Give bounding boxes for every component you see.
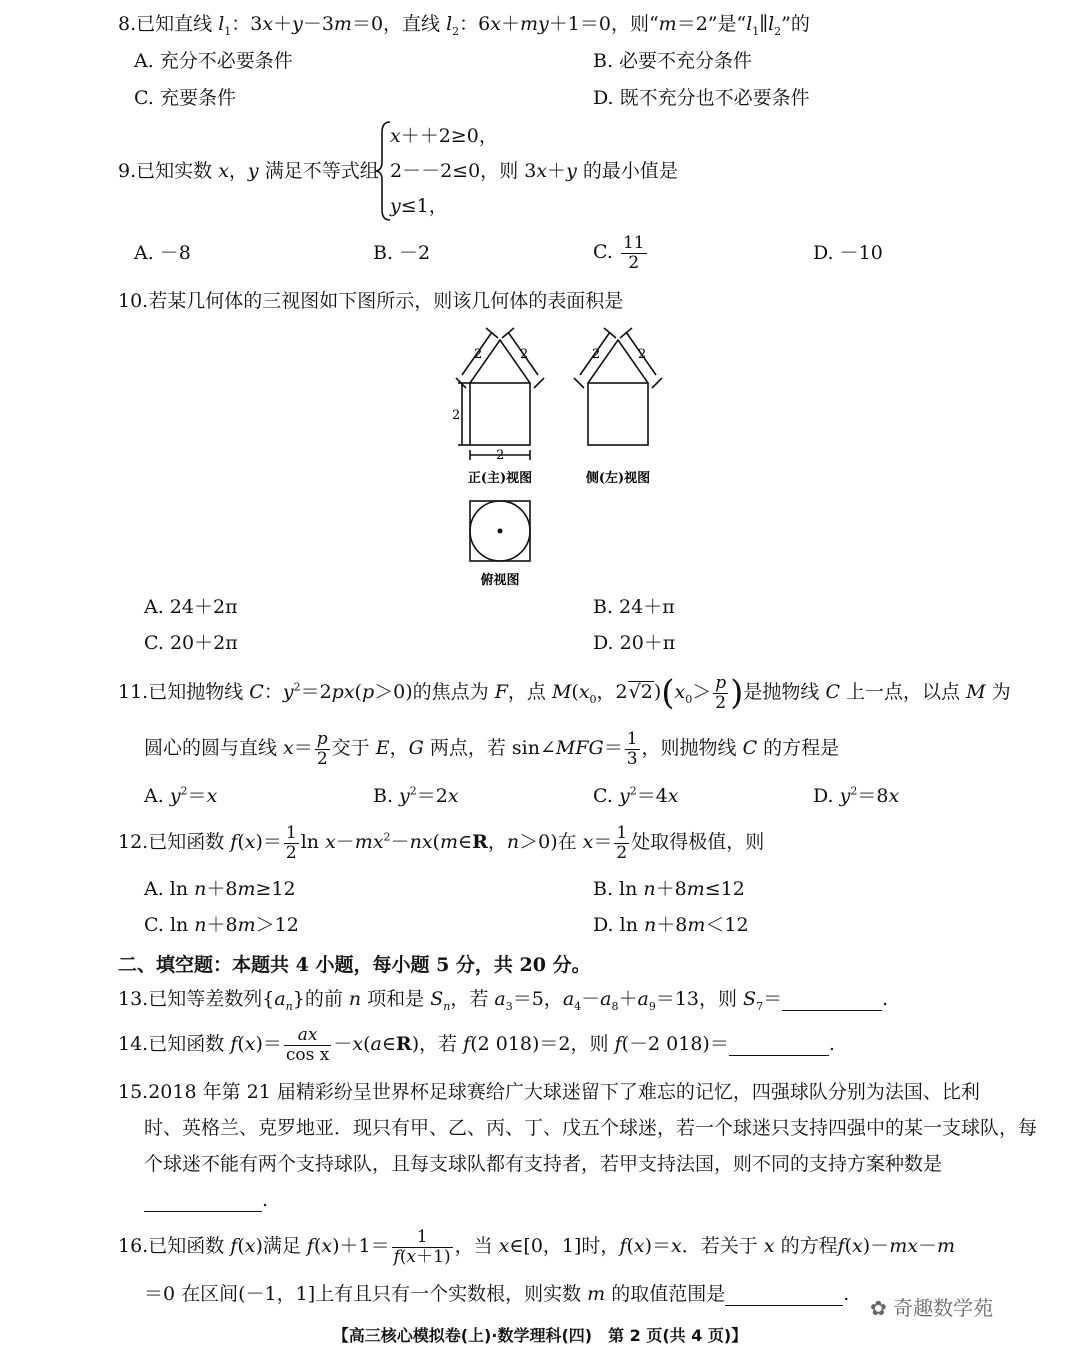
q11-option-d: D. $y^2=8x$ — [813, 784, 900, 807]
q16-stem-line2: ＝0 在区间(－1，1]上有且只有一个实数根，则实数 m 的取值范围是 . — [144, 1283, 850, 1305]
front-view — [456, 328, 544, 460]
q9-option-a: A. －8 — [134, 242, 191, 264]
dim-front-height: 2 — [452, 408, 461, 423]
q9-option-b: B. －2 — [373, 242, 431, 264]
dim-side-right: 2 — [638, 347, 647, 362]
dim-side-left: 2 — [592, 347, 601, 362]
q11-option-c: C. $y^2=4x$ — [593, 784, 679, 807]
q8-option-d: D. 既不充分也不必要条件 — [593, 87, 810, 109]
dim-front-left: 2 — [474, 347, 483, 362]
q11-option-b: B. $y^2=2x$ — [373, 784, 459, 807]
q9-option-c: C. $\frac{11}{2}$ — [593, 232, 645, 273]
q9-option-d: D. －10 — [813, 242, 883, 264]
q10-option-b: B. 24＋π — [593, 596, 675, 618]
q9-inequality-1: x＋＋2≥0， — [390, 125, 498, 147]
q8-stem: 8.已知直线 $l_1$：3x＋y－3m＝0，直线 $l_2$：6x＋my＋1＝0，则“m＝2”是“$l_1\parallel l_2$”的 — [118, 13, 810, 38]
q12-option-a: A. ln n＋8m≥12 — [144, 878, 296, 900]
q11-stem-line1: 11.已知抛物线 C：$y^2=2px(p>0)$的焦点为 F，点 $M(x_0$，$2√2)(x_0>$ $\frac{p}{2}$ )是抛物线 C 上一点，以点 M 为 — [118, 672, 1011, 713]
top-view-label: 俯视图 — [480, 573, 520, 588]
q15-line3: 个球迷不能有两个支持球队，且每支球队都有支持者，若甲支持法国，则不同的支持方案种数是 — [144, 1153, 943, 1175]
q9-stem-left: 9.已知实数 x，y 满足不等式组 — [118, 160, 379, 182]
q15-line1: 15.2018 年第 21 届精彩纷呈世界杯足球赛给广大球迷留下了难忘的记忆，四强球队分别为法国、比利 — [118, 1081, 980, 1103]
q12-option-c: C. ln n＋8m＞12 — [144, 914, 299, 936]
q15-answer-blank[interactable] — [144, 1191, 262, 1212]
q8-option-a: A. 充分不必要条件 — [134, 50, 293, 72]
q9-inequality-2: 2－－2≤0，则 3x＋y 的最小值是 — [390, 160, 678, 182]
q14-answer-blank[interactable] — [729, 1035, 829, 1056]
q15-line2: 时、英格兰、克罗地亚．现只有甲、乙、丙、丁、戊五个球迷，若一个球迷只支持四强中的某一支球队，每 — [144, 1117, 1038, 1139]
q16-answer-blank[interactable] — [725, 1285, 843, 1306]
dim-front-right: 2 — [520, 347, 529, 362]
section-heading: 二、填空题：本题共 4 小题，每小题 5 分，共 20 分。 — [118, 954, 591, 976]
wechat-icon: ✿ — [870, 1296, 894, 1320]
side-view — [574, 328, 662, 445]
q12-option-b: B. ln n＋8m≤12 — [593, 878, 745, 900]
page-footer: 【高三核心模拟卷(上)·数学理科(四) 第 2 页(共 4 页)】 — [332, 1326, 748, 1345]
q10-option-a: A. 24＋2π — [144, 596, 238, 618]
q12-stem: 12.已知函数 f(x)＝ $\frac{1}{2}$ $\ln x-mx^2-nx(m\in R$，n＞0)在 x＝ $\frac{1}{2}$ 处取得极值，则 — [118, 822, 765, 863]
q10-stem: 10.若某几何体的三视图如下图所示，则该几何体的表面积是 — [118, 290, 624, 312]
q14-stem: 14.已知函数 f(x)＝ $\frac{ax}{\text{cos x}}$ －x(a∈R)，若 f(2 018)＝2，则 f(－2 018)＝ . — [118, 1024, 835, 1065]
q11-stem-line2: 圆心的圆与直线 x＝ $\frac{p}{2}$ 交于 E，G 两点，若 sin∠MFG＝ $\frac{1}{3}$ ，则抛物线 C 的方程是 — [144, 728, 840, 769]
q8-option-c: C. 充要条件 — [134, 87, 236, 109]
q13-stem: 13.已知等差数列$\{a_n\}$的前 n 项和是 $S_n$，若 $a_3=5$，$a_4-a_8+a_9=13$，则 $S_7=$ . — [118, 988, 889, 1013]
q11-option-a: A. $y^2=x$ — [144, 784, 218, 807]
q8-option-b: B. 必要不充分条件 — [593, 50, 753, 72]
q12-option-d: D. ln n＋8m＜12 — [593, 914, 749, 936]
center-dot — [498, 529, 503, 534]
q13-answer-blank[interactable] — [782, 990, 882, 1011]
q15-line4: . — [144, 1188, 268, 1212]
q10-option-c: C. 20＋2π — [144, 632, 238, 654]
side-view-label: 侧(左)视图 — [585, 471, 651, 486]
three-view-figure — [440, 320, 680, 592]
q16-stem-line1: 16.已知函数 f(x)满足 f(x)＋1＝ $\frac{1}{f(x+1)}$ ，当 x∈[0，1]时，f(x)＝x．若关于 x 的方程f(x)－mx－m — [118, 1226, 955, 1267]
q10-option-d: D. 20＋π — [593, 632, 676, 654]
q9-inequality-3: y≤1， — [390, 195, 448, 217]
front-view-label: 正(主)视图 — [467, 471, 533, 486]
dim-front-width: 2 — [496, 448, 505, 463]
watermark: ✿ 奇趣数学苑 — [870, 1296, 994, 1320]
